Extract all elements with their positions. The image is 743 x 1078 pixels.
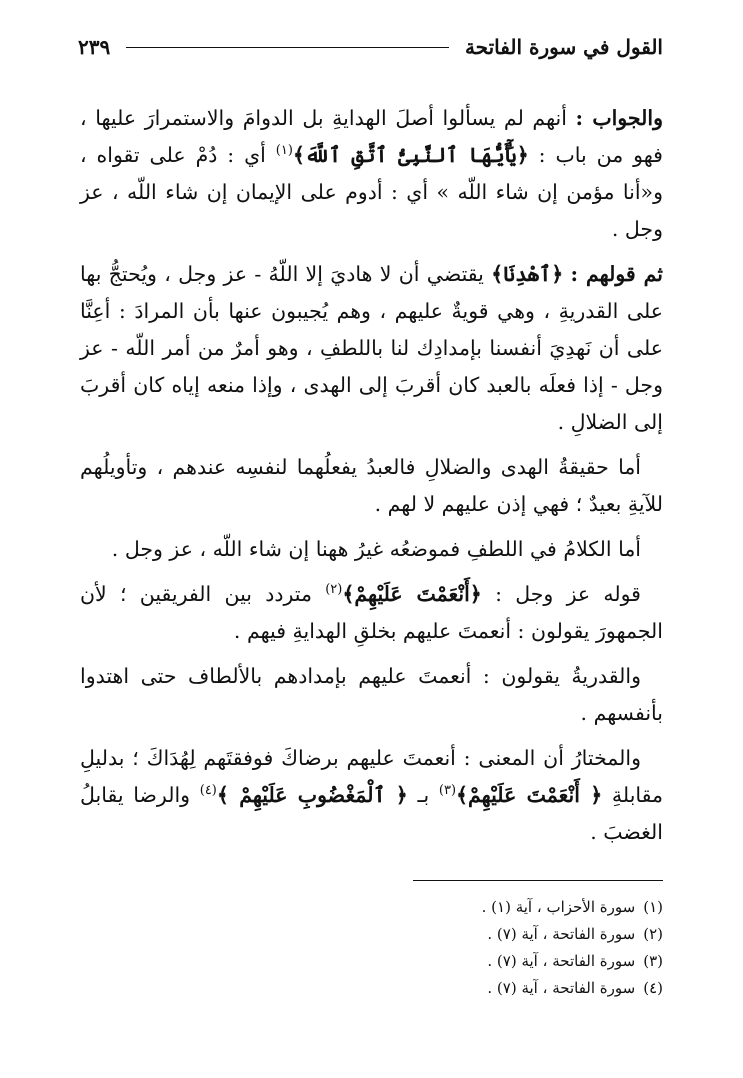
paragraph-6 [80, 658, 663, 732]
footnote [80, 948, 663, 975]
footnote-number: (٤) [643, 979, 663, 997]
quran-quote: ﴿يَٰٓأَيُّهَا ٱلنَّبِىُّ ٱتَّقِ ٱللَّهَ﴾ [292, 143, 529, 167]
paragraph-text: والمختارُ أن المعنى : أنعمتَ عليهم برضاكَ فوفقتَهم لِهُدَاكَ ؛ بدليلِ مقابلةِ [80, 746, 663, 807]
paragraph-text: والقدريةُ يقولون : أنعمتَ عليهم بإمدادهم بالألطاف حتى اهتدوا بأنفسهم . [80, 664, 663, 725]
paragraph-text: أما الكلامُ في اللطفِ فموضعُه غيرُ ههنا إن شاء اللّه ، عز وجل . [111, 537, 641, 561]
paragraph-lead: والجواب : [575, 106, 663, 130]
quran-quote: ﴿أَنْعَمْتَ عَلَيْهِمْ﴾ [342, 582, 482, 606]
paragraph-5 [80, 576, 663, 650]
footnote [80, 975, 663, 1002]
footnote [80, 921, 663, 948]
paragraph-text: أنهم لم يسألوا أصلَ الهدايةِ بل الدوامَ والاستمرارَ عليها ، فهو من باب : [80, 106, 663, 167]
footnote-text: سورة الفاتحة ، آية (٧) . [487, 952, 636, 970]
paragraph-lead: ثم قولهم : [570, 262, 663, 286]
footnote-ref: (٤) [199, 783, 217, 799]
paragraph-text: أي : دُمْ على تقواه ، و«أنا مؤمن إن شاء اللّه » أي : أدوم على الإيمان إن شاء اللّه ، عز وجل . [80, 143, 663, 241]
paragraph-1 [80, 100, 663, 248]
quran-quote: ﴿ٱهْدِنَا﴾ [491, 262, 564, 286]
paragraph-text: أما حقيقةُ الهدى والضلالِ فالعبدُ يفعلُهما لنفسِه عندهم ، وتأويلُهم للآيةِ بعيدٌ ؛ فهي إذن عليهم لا لهم . [80, 455, 663, 516]
paragraph-text: يقتضي أن لا هاديَ إلا اللّهُ - عز وجل ، ويُحتجُّ بها على القدريةِ ، وهي قويةٌ عليهم ، وهم يُجيبون عنها بأن المرادَ : أعِنَّا على أن نَهدِيَ أنفسنا بإمدادِك لنا باللطفِ ، وهو أمرٌ من أمر اللّه - عز وجل - إذا فعلَه بالعبد كان أقربَ إلى الهدى ، وإذا منعه إياه كان أقربَ إلى الضلالِ . [80, 262, 663, 434]
paragraph-text [563, 262, 570, 286]
page-number: ٢٣٩ [78, 35, 111, 59]
running-header [78, 30, 663, 64]
paragraph-text: بـ [407, 783, 439, 807]
header-title: القول في سورة الفاتحة [464, 35, 663, 59]
footnote-text: سورة الفاتحة ، آية (٧) . [487, 925, 636, 943]
footnote-ref: (١) [275, 143, 293, 159]
paragraph-text: قوله عز وجل : [481, 582, 641, 606]
paragraph-3 [80, 449, 663, 523]
main-text [80, 100, 663, 859]
footnote-ref: (٢) [325, 582, 343, 598]
paragraph-7 [80, 740, 663, 851]
paragraph-text: متردد بين الفريقين ؛ لأن الجمهورَ يقولون : أنعمتَ عليهم بخلقِ الهدايةِ فيهم . [80, 582, 663, 643]
paragraph-text: والرضا يقابلُ الغضبَ . [80, 783, 663, 844]
quran-quote: ﴿ أَنْعَمْتَ عَلَيْهِمْ﴾ [456, 783, 603, 807]
footnotes [80, 894, 663, 1002]
footnote-text: سورة الأحزاب ، آية (١) . [481, 898, 636, 916]
quran-quote: ﴿ ٱلْمَغْضُوبِ عَلَيْهِمْ ﴾ [216, 783, 408, 807]
footnote-number: (١) [643, 898, 663, 916]
footnote-number: (٣) [643, 952, 663, 970]
footnote-number: (٢) [643, 925, 663, 943]
footnote-ref: (٣) [438, 783, 457, 799]
paragraph-4 [80, 531, 663, 568]
header-rule [126, 47, 449, 48]
footnote-separator [413, 880, 663, 881]
footnote [80, 894, 663, 921]
paragraph-2 [80, 256, 663, 441]
footnote-text: سورة الفاتحة ، آية (٧) . [487, 979, 636, 997]
